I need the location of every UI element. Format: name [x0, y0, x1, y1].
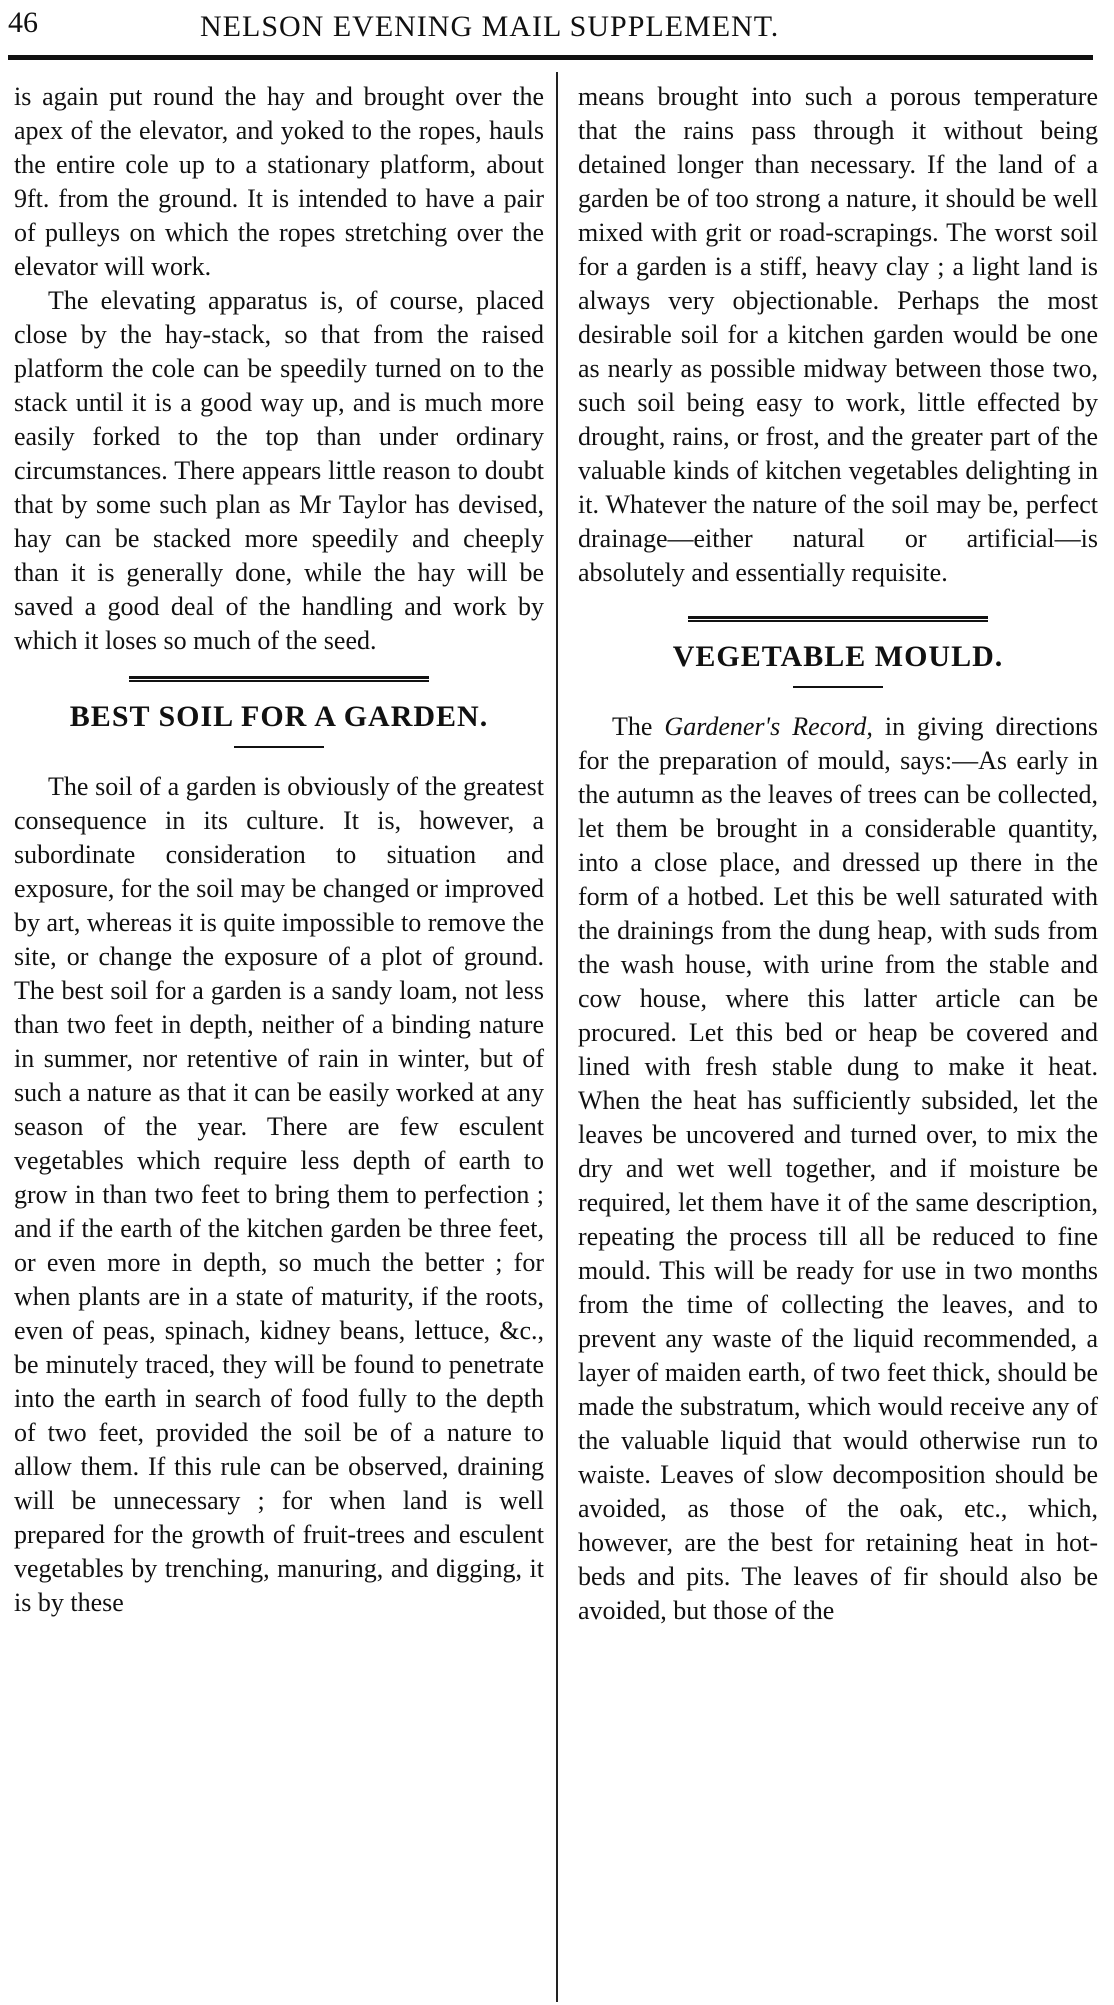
right-column	[578, 80, 1098, 1628]
article-paragraph	[578, 710, 1098, 1628]
continued-paragraph: means brought into such a porous temperature that the rains pass through it without being detained longer than necessary. If the land of a garden be of too strong a nature, it should be well mixed with grit or road-scrapings. The worst soil for a garden is a stiff, heavy clay ; a light land is always very objectionable. Perhaps the most desirable soil for a kitchen garden would be one as nearly as possible midway between those two, such soil being easy to work, little effected by drought, rains, or frost, and the greater part of the valuable kinds of kitchen vegetables delighting in it. Whatever the nature of the soil may be, perfect drainage—either natural or artificial—is absolutely and essentially requisite.	[578, 82, 1098, 587]
section-title-best-soil: BEST SOIL FOR A GARDEN.	[69, 700, 489, 733]
header-rule	[8, 55, 1093, 60]
continued-paragraph: is again put round the hay and brought over the apex of the elevator, and yoked to the ropes, hauls the entire cole up to a stationary platform, about 9ft. from the ground. It is intended to have a pair of pulleys on which the ropes stretching over the elevator will work.	[14, 82, 544, 281]
article-paragraph: The soil of a garden is obviously of the greatest consequence in its culture. It is, however, a subordinate consideration to situation and exposure, for the soil may be changed or improved by art, whereas it is quite impossible to remove the site, or change the exposure of a plot of ground. The best soil for a garden is a sandy loam, not less than two feet in depth, neither of a binding nature in summer, nor retentive of rain in winter, but of such a nature as that it can be easily worked at any season of the year. There are few esculent vegetables which require less depth of earth to grow in than two feet to bring them to perfection ; and if the earth of the kitchen garden be three feet, or even more in depth, so much the better ; for when plants are in a state of maturity, if the roots, even of peas, spinach, kidney beans, lettuce, &c., be minutely traced, they will be found to penetrate into the earth in search of food fully to the depth of two feet, provided the soil be of a nature to allow them. If this rule can be observed, draining will be unnecessary ; for when land is well prepared for the growth of fruit-trees and esculent vegetables by trenching, manuring, and digging, it is by these	[14, 772, 544, 1617]
masthead-title: NELSON EVENING MAIL SUPPLEMENT.	[200, 10, 780, 43]
page-number: 46	[8, 6, 38, 39]
section-title-vegetable-mould: VEGETABLE MOULD.	[672, 640, 1004, 673]
article-body: in giving directions for the preparation of mould, says:—As early in the autumn as the leaves of trees can be collected, let them be brought in a considerable quantity, into a close place, and dressed up there in the form of a hotbed. Let this be well saturated with the drainings from the dung heap, with suds from the wash house, with urine from the stable and cow house, where this latter article can be procured. Let this bed or heap be covered and lined with fresh stable dung to make it heat. When the heat has sufficiently subsided, let the leaves be uncovered and turned over, to mix the dry and wet well together, and if moisture be required, let them have it of the same description, repeating the process till all be reduced to fine mould. This will be ready for use in two months from the time of collecting the leaves, and to prevent any waste of the liquid recommended, a layer of maiden earth, of two feet thick, should be made the substratum, which would receive any of the valuable liquid that would otherwise run to waiste. Leaves of slow decomposition should be avoided, as those of the oak, etc., which, however, are the best for retaining heat in hot-beds and pits. The leaves of fir should also be avoided, but those of the	[578, 712, 1099, 1625]
intro-word: The	[612, 712, 653, 741]
source-publication: Gardener's Record,	[664, 712, 873, 741]
left-column	[14, 80, 544, 1620]
page-header	[0, 0, 1114, 60]
column-divider	[556, 72, 558, 2002]
article-paragraph: The elevating apparatus is, of course, placed close by the hay-stack, so that from the raised platform the cole can be speedily turned on to the stack until it is a good way up, and is much more easily forked to the top than under ordinary circumstances. There appears little reason to doubt that by some such plan as Mr Taylor has devised, hay can be stacked more speedily and cheeply than it is generally done, while the hay will be saved a good deal of the handling and work by which it loses so much of the seed.	[14, 286, 544, 655]
